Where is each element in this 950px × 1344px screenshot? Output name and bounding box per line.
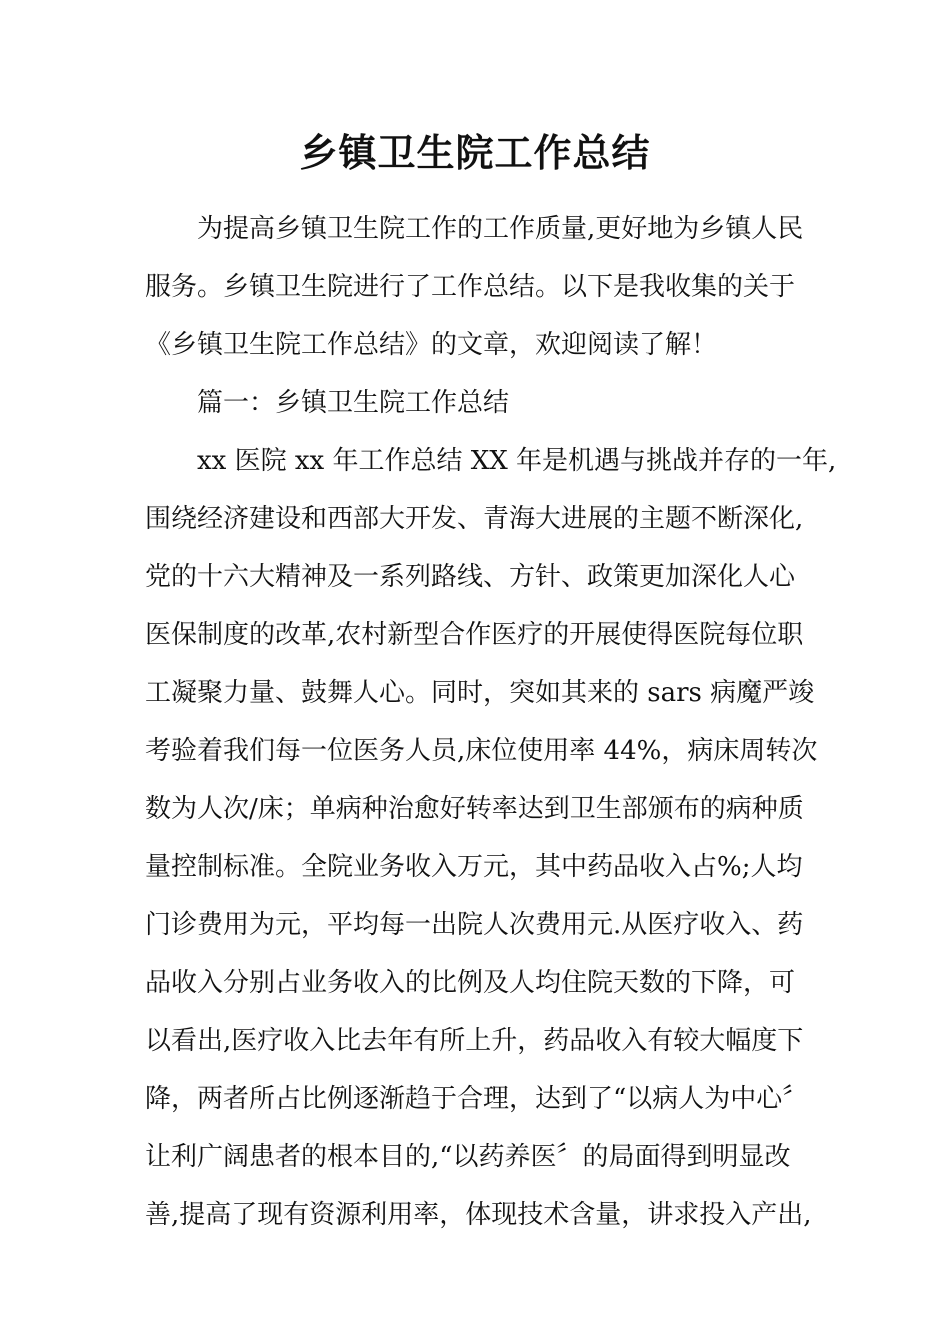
paragraph-line: 善,提高了现有资源利用率，体现技术含量，讲求投入产出, [145,1200,812,1230]
paragraph-line: 围绕经济建设和西部大开发、青海大进展的主题不断深化, [145,504,804,534]
paragraph-line: 让利广阔患者的根本目的,“以药养医〞的局面得到明显改 [145,1142,791,1172]
paragraph-line: 门诊费用为元，平均每一出院人次费用元.从医疗收入、药 [145,910,804,940]
section-heading: 篇一：乡镇卫生院工作总结 [197,388,510,418]
paragraph-line: 品收入分别占业务收入的比例及人均住院天数的下降，可 [145,968,796,998]
paragraph-line: 为提高乡镇卫生院工作的工作质量,更好地为乡镇人民 [197,214,804,244]
paragraph-line: 数为人次/床；单病种治愈好转率达到卫生部颁布的病种质 [145,794,804,824]
paragraph-line: 党的十六大精神及一系列路线、方针、政策更加深化人心 [145,562,796,592]
paragraph-line: 量控制标准。全院业务收入万元，其中药品收入占%;人均 [145,852,803,882]
paragraph-line: 工凝聚力量、鼓舞人心。同时，突如其来的 sars 病魔严竣 [145,678,815,708]
paragraph-line: 降，两者所占比例逐渐趋于合理，达到了“以病人为中心〞 [145,1084,809,1114]
paragraph-line: xx 医院 xx 年工作总结 XX 年是机遇与挑战并存的一年, [197,446,837,476]
paragraph-line: 《乡镇卫生院工作总结》的文章，欢迎阅读了解！ [145,330,718,360]
paragraph-line: 以看出,医疗收入比去年有所上升，药品收入有较大幅度下 [145,1026,804,1056]
paragraph-line: 考验着我们每一位医务人员,床位使用率 44%，病床周转次 [145,736,818,766]
document-body [145,200,835,1244]
paragraph-line: 医保制度的改革,农村新型合作医疗的开展使得医院每位职 [145,620,804,650]
document-title: 乡镇卫生院工作总结 [299,131,651,175]
paragraph-line: 服务。乡镇卫生院进行了工作总结。以下是我收集的关于 [145,272,796,302]
